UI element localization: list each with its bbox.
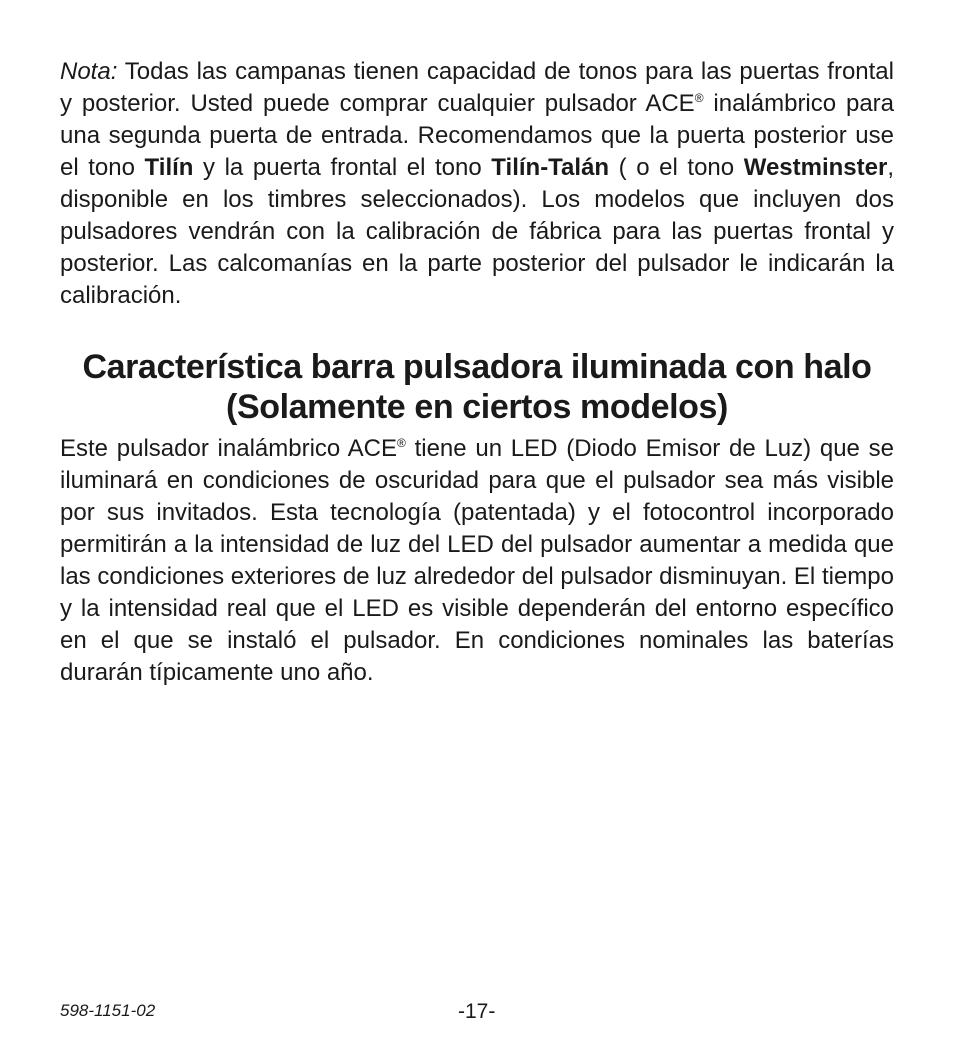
tone-tilin: Tilín — [144, 154, 194, 181]
note-text-3: y la puerta frontal el tono — [193, 154, 492, 181]
page-number: -17- — [458, 1000, 496, 1023]
section-title-line-1: Característica barra pulsadora iluminada con halo — [82, 348, 872, 386]
page-content — [60, 56, 894, 689]
section-text-1: Este pulsador inalámbrico ACE — [60, 435, 398, 462]
document-code: 598-1151-02 — [60, 1001, 156, 1020]
note-text-2: inalámbrico para una segunda puerta de entrada. Recomendamos que la puerta posterior use el tono — [60, 90, 895, 181]
note-text-4: ( o el tono — [609, 154, 744, 181]
section-text-2: tiene un LED (Diodo Emisor de Luz) que se iluminará en condiciones de oscuridad para que el pulsador sea más visible por sus invitados. Esta tecnología (patentada) y el fotocontrol incorporado permitirán a la intensidad de luz del LED del pulsador aumentar a medida que las condiciones exteriores de luz alrededor del pulsador disminuyan. El tiempo y la intensidad real que el LED es visible dependerán del entorno específico en el que se instaló el pulsador. En condiciones nominales las baterías durarán típicamente uno año. — [60, 435, 894, 686]
registered-mark: ® — [694, 91, 704, 105]
note-text-1: Todas las campanas tienen capacidad de tonos para las puertas frontal y posterior. Usted puede comprar cualquier pulsador ACE — [60, 58, 894, 117]
note-paragraph — [60, 56, 894, 312]
section-title-line-2: (Solamente en ciertos modelos) — [226, 388, 728, 426]
section-paragraph — [60, 433, 894, 689]
section-heading — [60, 347, 894, 427]
note-label: Nota: — [60, 58, 118, 85]
tone-tilin-talan: Tilín-Talán — [491, 154, 610, 181]
note-text-5: , disponible en los timbres seleccionados). Los modelos que incluyen dos pulsadores vendrán con la calibración de fábrica para las puertas frontal y posterior. Las calcomanías en la parte posterior del pulsador le indicarán la calibración. — [60, 154, 894, 309]
registered-mark: ® — [397, 436, 406, 450]
tone-westminster: Westminster — [743, 154, 888, 181]
